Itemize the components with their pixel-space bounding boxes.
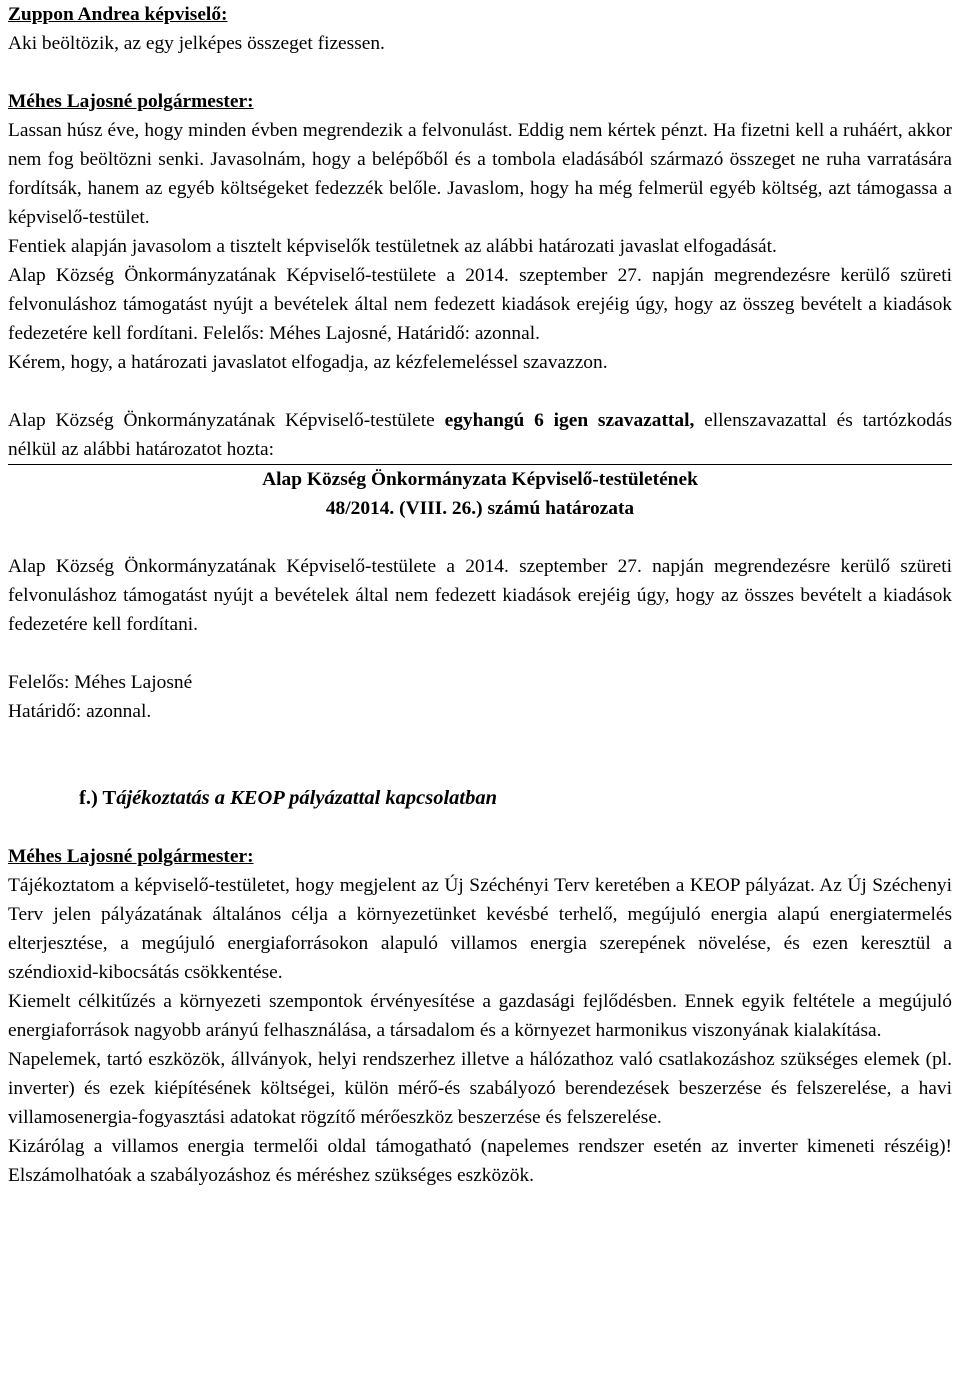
- speech-paragraph: Lassan húsz éve, hogy minden évben megrendezik a felvonulást. Eddig nem kértek pénzt. Ha fizetni kell a ruháért, akkor nem fog beöltözni senki. Javasolnám, hogy a belépőből és a tombola eladásából származó összeget ne ruha varratására fordítsák, hanem az egyéb költségeket fedezzék belőle. Javaslom, hogy ha még felmerül egyéb költség, azt támogassa a képviselő-testület.: [8, 120, 952, 228]
- speech-paragraph: Fentiek alapján javasolom a tisztelt képviselők testületnek az alábbi határozati javaslat elfogadását.: [8, 236, 777, 257]
- proposal-paragraph: Alap Község Önkormányzatának Képviselő-testülete a 2014. szeptember 27. napján megrendezésre kerülő szüreti felvonuláshoz támogatást nyújt a bevételek által nem fedezett kiadások erejéig úgy, hogy az összeg bevételt a kiadások fedezetére kell fordítani. Felelős: Méhes Lajosné, Határidő: azonnal.: [8, 265, 952, 344]
- info-paragraph: Kizárólag a villamos energia termelői oldal támogatható (napelemes rendszer esetén az inverter kimeneti részéig)! Elszámolhatóak a szabályozáshoz és méréshez szükséges eszközök.: [8, 1136, 952, 1186]
- section-heading: [8, 784, 952, 813]
- resolution-title-line1: Alap Község Önkormányzata Képviselő-testületének: [262, 469, 698, 490]
- resolution-responsible: Felelős: Méhes Lajosné: [8, 672, 193, 693]
- speaker-heading: Méhes Lajosné polgármester:: [8, 846, 254, 867]
- speech-paragraph: Aki beöltözik, az egy jelképes összeget fizessen.: [8, 33, 385, 54]
- resolution-body: Alap Község Önkormányzatának Képviselő-testülete a 2014. szeptember 27. napján megrendezésre kerülő szüreti felvonuláshoz támogatást nyújt a bevételek által nem fedezett kiadások erejéig úgy, hogy az összes bevételt a kiadások fedezetére kell fordítani.: [8, 556, 952, 635]
- section-title: ájékoztatás a KEOP pályázattal kapcsolatban: [116, 787, 498, 809]
- info-paragraph: Tájékoztatom a képviselő-testületet, hogy megjelent az Új Széchényi Terv keretében a KEOP pályázat. Az Új Széchenyi Terv jelen pályázatának általános célja a környezetünket kevésbé terhelő, megújuló energia alapú energiatermelés elterjesztése, a megújuló energiaforrásokon alapuló villamos energia szerepének növelése, és ezen keresztül a széndioxid-kibocsátás csökkentése.: [8, 875, 952, 983]
- vote-statement: [8, 406, 952, 465]
- vote-prefix: Alap Község Önkormányzatának Képviselő-testülete: [8, 410, 435, 431]
- speech-paragraph: Kérem, hogy, a határozati javaslatot elfogadja, az kézfelemeléssel szavazzon.: [8, 352, 608, 373]
- resolution-title-line2: 48/2014. (VIII. 26.) számú határozata: [325, 498, 635, 519]
- speaker-heading: Zuppon Andrea képviselő:: [8, 4, 228, 25]
- resolution-deadline: Határidő: azonnal.: [8, 701, 152, 722]
- speaker-heading: Méhes Lajosné polgármester:: [8, 91, 254, 112]
- info-paragraph: Kiemelt célkitűzés a környezeti szempontok érvényesítése a gazdasági fejlődésben. Ennek egyik feltétele a megújuló energiaforrások nagyobb arányú felhasználása, a társadalom és a környezet harmonikus viszonyának kialakítása.: [8, 991, 952, 1041]
- section-label: f.): [79, 787, 98, 809]
- section-title-initial: T: [102, 787, 117, 809]
- vote-suffix: ellenszavazattal és tartózkodás nélkül az alábbi határozatot hozta:: [8, 410, 952, 460]
- info-paragraph: Napelemek, tartó eszközök, állványok, helyi rendszerhez illetve a hálózathoz való csatlakozáshoz szükséges elemek (pl. inverter) és ezek kiépítésének költségei, külön mérő-és szabályozó berendezések beszerzése és felszerelése, a havi villamosenergia-fogyasztási adatokat rögzítő mérőeszköz beszerzése és felszerelése.: [8, 1049, 952, 1128]
- vote-result: egyhangú 6 igen szavazattal,: [444, 410, 695, 431]
